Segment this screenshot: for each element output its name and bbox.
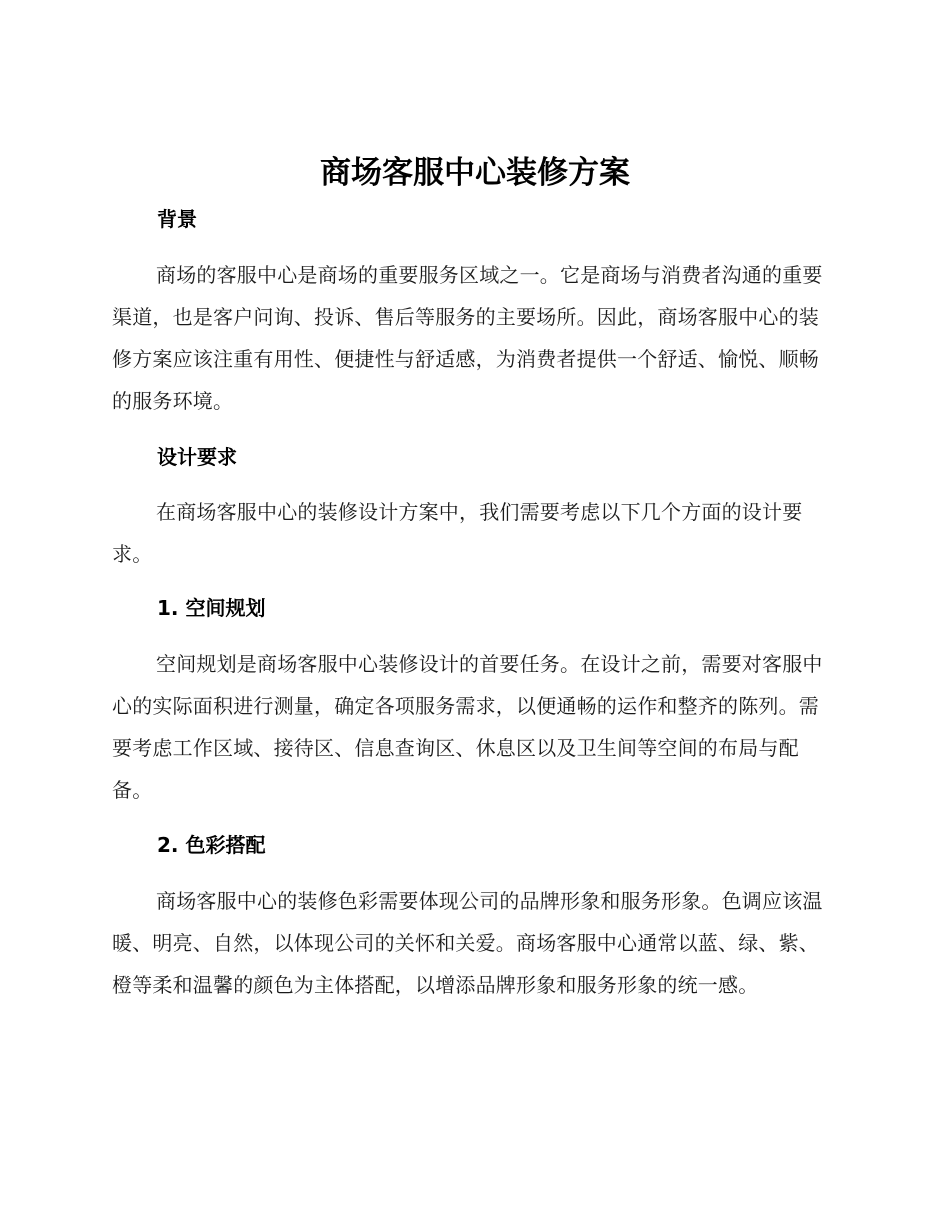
section-heading-space-planning: 1. 空间规划 xyxy=(157,596,266,620)
section-paragraph-background: 商场的客服中心是商场的重要服务区域之一。它是商场与消费者沟通的重要渠道，也是客户问询、投诉、售后等服务的主要场所。因此，商场客服中心的装修方案应该注重有用性、便捷性与舒适感，为消费者提供一个舒适、愉悦、顺畅的服务环境。 xyxy=(112,263,823,413)
section-heading-design-requirements: 设计要求 xyxy=(157,445,237,469)
section-paragraph-design-requirements: 在商场客服中心的装修设计方案中，我们需要考虑以下几个方面的设计要求。 xyxy=(112,500,803,566)
section-heading-color-matching: 2. 色彩搭配 xyxy=(157,833,266,857)
document-title: 商场客服中心装修方案 xyxy=(320,155,630,191)
section-paragraph-color-matching: 商场客服中心的装修色彩需要体现公司的品牌形象和服务形象。色调应该温暖、明亮、自然，以体现公司的关怀和关爱。商场客服中心通常以蓝、绿、紫、橙等柔和温馨的颜色为主体搭配，以增添品牌形象和服务形象的统一感。 xyxy=(112,889,823,997)
section-paragraph-space-planning: 空间规划是商场客服中心装修设计的首要任务。在设计之前，需要对客服中心的实际面积进行测量，确定各项服务需求，以便通畅的运作和整齐的陈列。需要考虑工作区域、接待区、信息查询区、休息区以及卫生间等空间的布局与配备。 xyxy=(112,652,823,802)
section-heading-background: 背景 xyxy=(157,207,197,231)
